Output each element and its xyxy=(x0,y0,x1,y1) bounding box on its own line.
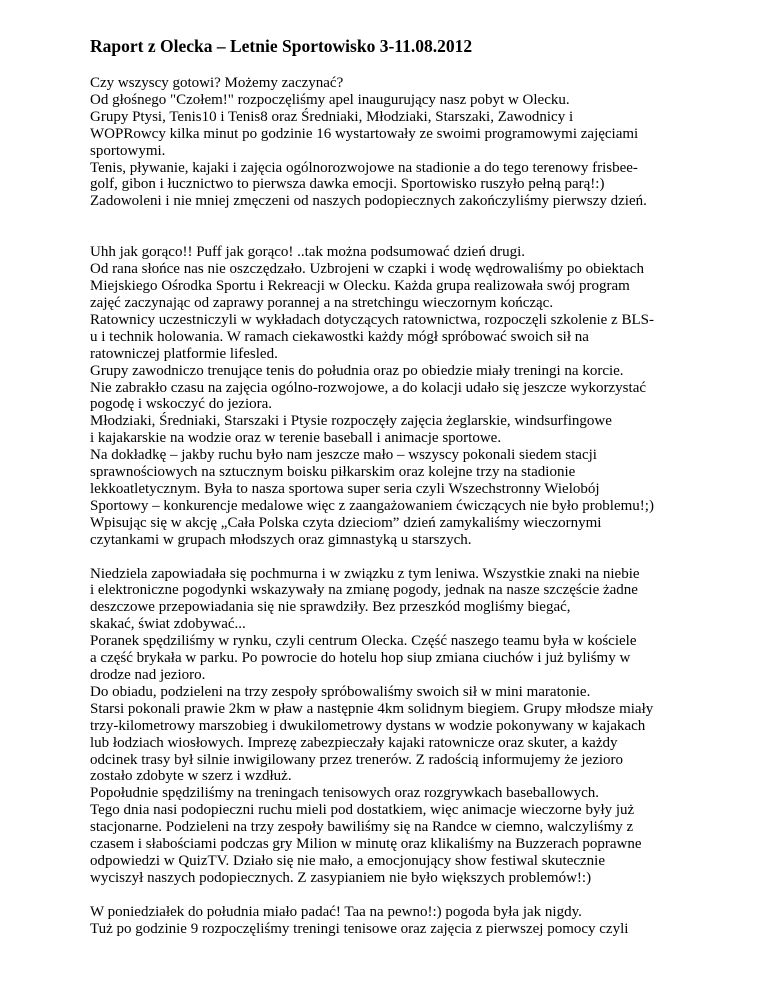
text-line: Uhh jak gorąco!! Puff jak gorąco! ..tak można podsumować dzień drugi. xyxy=(90,244,526,261)
paragraph-spacer xyxy=(90,210,730,244)
text-line: Poranek spędziliśmy w rynku, czyli centrum Olecka. Część naszego teamu była w kościele xyxy=(90,633,637,650)
paragraph-day1 xyxy=(90,75,730,210)
text-line: Nie zabrakło czasu na zajęcia ogólno-rozwojowe, a do kolacji udało się jeszcze wykorzystać xyxy=(90,379,647,396)
text-line: Miejskiego Ośrodka Sportu i Rekreacji w Olecku. Każda grupa realizowała swój program xyxy=(90,278,630,295)
text-line: Sportowy – konkurencje medalowe więc z zaangażowaniem ćwiczących nie było problemu!;) xyxy=(90,497,654,514)
text-line: Starsi pokonali prawie 2km w pław a następnie 4km solidnym biegiem. Grupy młodsze miały xyxy=(90,700,654,717)
text-line: WOPRowcy kilka minut po godzinie 16 wystartowały ze swoimi programowymi zajęciami xyxy=(90,125,639,142)
text-line: Niedziela zapowiadała się pochmurna i w związku z tym leniwa. Wszystkie znaki na niebie xyxy=(90,565,640,582)
text-line: Do obiadu, podzieleni na trzy zespoły spróbowaliśmy swoich sił w mini maratonie. xyxy=(90,683,591,700)
text-line: czytankami w grupach młodszych oraz gimnastyką u starszych. xyxy=(90,531,472,548)
text-line: ratowniczej platformie lifesled. xyxy=(90,345,278,362)
text-line: Zadowoleni i nie mniej zmęczeni od naszych podopiecznych zakończyliśmy pierwszy dzień. xyxy=(90,193,647,210)
text-line: Tuż po godzinie 9 rozpoczęliśmy treningi tenisowe oraz zajęcia z pierwszej pomocy czyli xyxy=(90,920,629,937)
text-line: Ratownicy uczestniczyli w wykładach dotyczących ratownictwa, rozpoczęli szkolenie z BLS- xyxy=(90,311,654,328)
text-line: skakać, świat zdobywać... xyxy=(90,616,246,633)
paragraph-day2 xyxy=(90,244,730,548)
text-line: zostało zdobyte w szerz i wzdłuż. xyxy=(90,768,292,785)
text-line: lekkoatletycznym. Była to nasza sportowa super seria czyli Wszechstronny Wielobój xyxy=(90,480,600,497)
text-line: drodze nad jezioro. xyxy=(90,667,206,683)
text-line: sportowymi. xyxy=(90,142,166,159)
text-line: golf, gibon i łucznictwo to pierwsza dawka emocji. Sportowisko ruszyło pełną parą!:) xyxy=(90,176,605,193)
text-line: Od rana słońce nas nie oszczędzało. Uzbrojeni w czapki i wodę wędrowaliśmy po obiektach xyxy=(90,261,644,278)
text-line: W poniedziałek do południa miało padać! Taa na pewno!:) pogoda była jak nigdy. xyxy=(90,903,582,920)
text-line: Młodziaki, Średniaki, Starszaki i Ptysie rozpoczęły zajęcia żeglarskie, windsurfingowe xyxy=(90,413,612,430)
text-line: czasem i słabościami podczas gry Milion w minutę oraz klikaliśmy na Buzzerach poprawne xyxy=(90,836,642,853)
text-line: zajęć zaczynając od zaprawy porannej a na stretchingu wieczornym kończąc. xyxy=(90,294,554,311)
text-line: Wpisując się w akcję „Cała Polska czyta dzieciom” dzień zamykaliśmy wieczornymi xyxy=(90,514,602,531)
text-line: Tego dnia nasi podopieczni ruchu mieli pod dostatkiem, więc animacje wieczorne były już xyxy=(90,802,635,819)
text-line: stacjonarne. Podzieleni na trzy zespoły bawiliśmy się na Randce w ciemno, walczyliśmy z xyxy=(90,819,634,836)
text-line: Tenis, pływanie, kajaki i zajęcia ogólnorozwojowe na stadionie a do tego terenowy frisbee- xyxy=(90,159,638,176)
paragraph-spacer xyxy=(90,549,730,566)
text-line: i elektroniczne pogodynki wskazywały na zmianę pogody, jednak na nasze szczęście żadne xyxy=(90,582,638,599)
text-line: wyciszył naszych podopiecznych. Z zasypianiem nie było większych problemów!:) xyxy=(90,869,592,886)
text-line: Czy wszyscy gotowi? Możemy zaczynać? xyxy=(90,75,344,91)
text-line: i kajakarskie na wodzie oraz w terenie baseball i animacje sportowe. xyxy=(90,430,502,447)
text-line: sprawnościowych na sztucznym boisku piłkarskim oraz kolejne trzy na stadionie xyxy=(90,464,576,481)
text-line: Na dokładkę – jakby ruchu było nam jeszcze mało – wszyscy pokonali siedem stacji xyxy=(90,447,597,464)
text-line: Popołudnie spędziliśmy na treningach tenisowych oraz rozgrywkach baseballowych. xyxy=(90,785,600,802)
text-line: lub łodziach wiosłowych. Imprezę zabezpieczały kajaki ratownicze oraz skuter, a każdy xyxy=(90,734,618,751)
text-line: odcinek trasy był silnie inwigilowany przez trenerów. Z radością informujemy że jezioro xyxy=(90,751,624,768)
text-line: a część brykała w parku. Po powrocie do hotelu hop siup zmiana ciuchów i już byliśmy w xyxy=(90,650,631,667)
document-title: Raport z Olecka – Letnie Sportowisko 3-11.08.2012 xyxy=(90,36,473,56)
text-line: trzy-kilometrowy marszobieg i dwukilometrowy dystans w wodzie pokonywany w kajakach xyxy=(90,717,646,734)
text-line: u i technik holowania. W ramach ciekawostki każdy mógł spróbować swoich sił na xyxy=(90,328,589,345)
text-line: odpowiedzi w QuizTV. Działo się nie mało, a emocjonujący show festiwal skutecznie xyxy=(90,852,605,869)
text-line: pogodę i wskoczyć do jeziora. xyxy=(90,396,273,413)
paragraph-day4 xyxy=(90,904,730,938)
document-page xyxy=(90,36,730,938)
text-line: deszczowe przepowiadania się nie sprawdziły. Bez przeszkód mogliśmy biegać, xyxy=(90,599,571,616)
paragraph-day3 xyxy=(90,566,730,887)
text-line: Od głośnego "Czołem!" rozpoczęliśmy apel inaugurujący nasz pobyt w Olecku. xyxy=(90,91,570,108)
paragraph-spacer xyxy=(90,887,730,904)
text-line: Grupy Ptysi, Tenis10 i Tenis8 oraz Średniaki, Młodziaki, Starszaki, Zawodnicy i xyxy=(90,108,574,125)
text-line: Grupy zawodniczo trenujące tenis do południa oraz po obiedzie miały treningi na korcie. xyxy=(90,362,624,379)
